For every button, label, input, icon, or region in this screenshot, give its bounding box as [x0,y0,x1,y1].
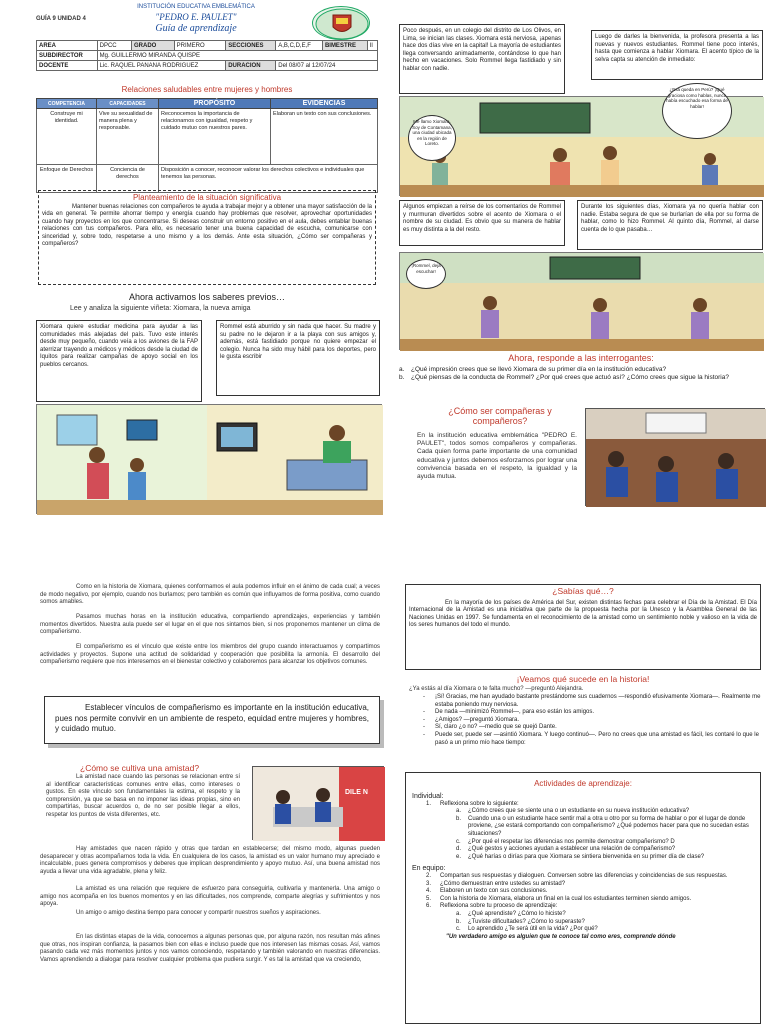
cell-evidencias: Elaboran un texto con sus conclusiones. [271,109,378,165]
info-table [36,40,378,71]
grado-key: GRADO [131,41,174,51]
doc-title: Guía de aprendizaje [155,23,237,34]
planteamiento-box [38,190,376,285]
classroom-photo [585,408,765,506]
eq-item-3: 3. ¿Cómo demuestran entre ustedes su amistad? [426,880,566,887]
story-box-3 [399,200,565,246]
cell-disposicion: Disposición a conocer, reconocer valorar los derechos colectivos e individuales que tenemos las personas. [159,165,378,193]
cell-capacidades: Vive su sexualidad de manera plena y responsable. [97,109,159,165]
story-text-3: Algunos empiezan a reírse de los comentarios de Rommel y murmuran divertidos sobre el acento de Xiomara o el nombre de su ciudad. Es obvio que su manera de hablar es muy distinta a la del resto. [403,204,561,233]
cell-enfoque: Enfoque de Derechos [37,165,97,193]
comic-scene [37,405,383,515]
cell-proposito: Reconocemos la importancia de relacionarnos con igualdad, respeto y cuidado mutuo con nuestros pares. [159,109,271,165]
question-b: b. ¿Qué piensas de la conducta de Rommel? ¿Por qué crees que actuó así? ¿Cómo crees que sigue la historia? [399,373,729,381]
para-7: En las distintas etapas de la vida, conocemos a algunas personas que, por alguna razón, nos resultan más afines que otras, nos inspiran confianza, la pasamos bien con ellas e incluso puede que nos interesen las mismas cosas. Así, vamos pasando cada vez más momentos juntos y nos vamos conociendo, respetando y también valorando en nuestras diferencias. Vamos aprendiendo a dialogar para resolver cualquier problema que pudiera surgir. Y es tal la amistad que va creciendo, [40,934,380,963]
refl-sub-b: b. ¿Tuviste dificultades? ¿Cómo lo superaste? [456,918,585,925]
subdirector-value: Mg. GUILLERMO MIRANDA QUISPE [97,51,377,61]
ind-sub-b: b. Cuando una o un estudiante hace sentir mal a otra u otro por su forma de hablar o por el lugar de donde proviene, ¿se estará comportando con compañerismo? ¿Qué podemos hacer para que no sucedan estas situaciones? [456,815,749,837]
individual-label: Individual: [412,793,444,800]
equipo-label: En equipo: [412,865,446,873]
activities-box [405,772,761,1024]
planteamiento-text: Mantener buenas relaciones con compañeros te ayuda a trabajar mejor y a obtener una mayor satisfacción de la vida en general. Te permite ahorrar tiempo y energía cuando hay problemas que resolver, aprovechar oportunidades cuando hay proyectos en los que concentrarse. Si deseas construir un entorno positivo en el aula, debes entablar buenas relaciones con tus compañeros. Para ello, es necesario tener una buena capacidad de escucha, comunicarse con sinceridad y, sobre todo, respetarse a uno mismo y a los demás. Ante esta situación, ¿Cómo ser compañeras y compañeros? [42,203,372,247]
sabias-box [405,584,761,670]
subdirector-key: SUBDIRECTOR [37,51,98,61]
dialog-line: - De nada —minimizó Rommel—, para eso están los amigos. [423,709,595,716]
th-evidencias: EVIDENCIAS [271,99,378,109]
refl-sub-c: c. Lo aprendido ¿Te será útil en la vida? ¿Por qué? [456,926,598,933]
para-2: Pasamos muchas horas en la institución educativa, compartiendo aprendizajes, experiencias y también momentos divertidos. Nuestra aula puede ser el lugar en el que nos sintamos bien, si nos proponemos mantener un clima de compañerismo. [40,614,380,636]
docente-key: DOCENTE [37,61,98,71]
friends-photo [252,766,384,840]
area-value: DPCC [97,41,131,51]
historia-intro: ¿Ya estás al día Xiomara o te falta mucho? —preguntó Alejandra. [409,686,584,692]
speech-bubble-teacher: ¡Rommel, deja escuchar! [406,259,446,289]
story-box-1 [399,24,565,94]
para-4: Hay amistades que nacen rápido y otras que tardan en establecerse; del mismo modo, algunas pueden desaparecer y otras acompañarnos toda la vida. En cualquiera de los casos, la amistad es un valor humano muy apreciado e incalculable, pues genera compromisos y deberes que implican desprendimiento y apoyo mutuo. Así, una buena amistad nos ayuda a llevar una vida agradable, plena y feliz. [40,846,380,875]
eq-item-5: 5. Con la historia de Xiomara, elabora un final en la cual los estudiantes terminen siendo amigos. [426,895,692,902]
question-a: a. ¿Qué impresión crees que se llevó Xiomara de su primer día en la institución educativa? [399,366,667,373]
bimestre-value: II [367,41,377,51]
area-key: AREA [37,41,98,51]
duracion-value: Del 08/07 al 12/07/24 [276,61,378,71]
companeros-title: ¿Cómo ser compañeras y compañeros? [448,406,552,426]
story-box-2 [591,30,763,80]
cell-competencia: Construye mi identidad. [37,109,97,165]
speech-bubble-rommel: ¿Esa queda en Perú? ¡Qué graciosa como hablas, nunca había escuchado esa forma de hablar! [662,83,732,139]
eq-item-2: 2. Compartan sus respuestas y dialoguen. Conversen sobre las diferencias y coincidencias de sus respuestas. [426,872,728,879]
th-capacidades: CAPACIDADES [97,99,159,109]
page-4 [395,578,768,1024]
answer-title: Ahora, responde a las interrogantes: [508,353,654,363]
xiomara-box [36,320,202,402]
ind-sub-c: c. ¿Por qué el respetar las diferencias nos permite demostrar compañerismo? D [456,838,675,845]
bimestre-key: BIMESTRE [322,41,367,51]
classroom-scene-2 [400,253,764,351]
questions-list [399,366,763,381]
school-logo [312,6,370,40]
th-competencia: COMPETENCIA [37,99,97,109]
dialog-line: - Sí, claro ¿o no? —medio que se quejó Dante. [423,724,557,731]
ind-item-1: 1. Reflexiona sobre lo siguiente: [426,800,519,807]
comic-illustration-3 [399,252,763,350]
companeros-text: En la institución educativa emblemática "PEDRO E. PAULET", todos somos compañeros y compañeras. Cada quien forma parte importante de una comunidad educativa y juntos debemos esforzarnos por lograr una convivencia basada en el respeto, la igualdad y la ayuda mutua. [417,432,577,481]
para-1: Como en la historia de Xiomara, quienes conformamos el aula podemos influir en el ánimo de cada cual; a veces de modo negativo, por ejemplo, cuando nos burlamos; pero también es común que influyamos de forma positiva, como cuando somos amables. [40,584,380,606]
quote-text: "Un verdadero amigo es alguien que te conoce tal como eres, comprende dónde [446,933,676,940]
saberes-title: Ahora activamos los saberes previos… [128,292,286,302]
ind-sub-a: a. ¿Cómo crees que se siente una o un estudiante en su nueva institución educativa? [456,808,690,815]
speech-bubble-xiomara: Me llamo Xiomara. Soy de Contamana, una ciudad ubicada en la región de Loreto. [408,115,456,161]
dialog-line: - Puede ser, puede ser —asintió Xiomara. Y luego continuó—. Pero no crees que una amistad es fácil, les contaré lo que le pasó a un primo mío hace tiempo: [423,731,759,746]
grado-value: PRIMERO [174,41,226,51]
eq-item-6: 6. Reflexiona sobre tu proceso de aprendizaje: [426,903,558,910]
rommel-box [216,320,380,396]
highlight-box: Establecer vínculos de compañerismo es importante en la institución educativa, pues nos permite convivir en un ambiente de respeto, equidad entre mujeres y hombres, y cuidado mutuo. [44,696,380,744]
guide-label: GUÍA 9 UNIDAD 4 [36,16,86,22]
story-box-4 [577,200,763,250]
comic-illustration-1 [36,404,382,514]
school-label: INSTITUCIÓN EDUCATIVA EMBLEMÁTICA [137,4,255,10]
secciones-key: SECCIONES [226,41,276,51]
poster-text: DILE N [345,789,368,796]
historia-title: ¡Veamos qué sucede en la historia! [516,674,650,684]
refl-sub-a: a. ¿Qué aprendiste? ¿Cómo lo hiciste? [456,910,566,917]
secciones-value: A,B,C,D,E,F [276,41,323,51]
para-5: La amistad es una relación que requiere de esfuerzo para conseguirla, cultivarla y mantenerla. Una amigo o amigo nos acompaña en los buenos momentos y en las dificultades, nos comprende, comparte alegrías y sufrimientos y nos apoya. [40,886,380,908]
shield-icon [313,7,371,41]
activities-title: Actividades de aprendizaje: [534,779,632,788]
ind-sub-e: e. ¿Qué harías o dirías para que Xiomara se sintiera bienvenida en su primer día de clase? [456,853,705,860]
xiomara-text: Xiomara quiere estudiar medicina para ayudar a las comunidades más alejadas del país. Tuvo este interés desde muy pequeño, cuando veía a los aviones de la FAP aterrizar trayendo a médicos y médicos desde la ciudad de Iquitos para realizar campañas de apoyo social en los pueblos cercanos. [40,324,198,368]
students-photo [586,409,766,507]
story-text-1: Poco después, en un colegio del distrito de Los Olivos, en Lima, se inician las clases. Xiomara está nerviosa, ¡apenas hace dos días vive en la capital! La mayoría de estudiantes llega conversando animadamente, contándose lo que han hecho en vacaciones. Solo Rommel llega fastidiado y sin hablar con nadie. [403,28,561,72]
amistad-text: La amistad nace cuando las personas se relacionan entre sí al identificar características comunes entre ellas, como intereses o gustos. En este vínculo son fundamentales la estima, el respeto y la comprensión, ya que se basa en no imponer las ideas propias, sino en compartirlas, buscar acuerdos o, de no ser posible llegar a ellos, respetar los puntos de vista diferentes, etc. [46,774,240,818]
page-3 [0,578,389,1024]
cell-conciencia: Conciencia de derechos [97,165,159,193]
school-name: "PEDRO E. PAULET" [155,12,237,22]
dialog-line: - ¡Sí! Gracias, me han ayudado bastante prestándome sus cuadernos —respondió efusivamente Xiomara—. Realmente me estaba poniendo muy nerviosa. [423,694,761,708]
para-3: El compañerismo es el vínculo que existe entre los miembros del grupo cuando interactuamos y compartimos actividades y proyectos. Supone una actitud de solidaridad y cooperación que posibilita la armonía. El desarrollo del compañerismo requiere que nos interesemos en el bienestar colectivo y colaboremos para alcanzar los objetivos comunes. [40,644,380,666]
para-6: Un amigo o amigo destina tiempo para conocer y compartir nuestros sueños y aspiraciones. [76,910,321,916]
comic-illustration-2 [399,87,763,196]
th-proposito: PROPÓSITO [159,99,271,109]
amistad-title: ¿Cómo se cultiva una amistad? [80,763,200,773]
individual-section [412,793,754,941]
story-text-4: Durante los siguientes días, Xiomara ya no quería hablar con nadie. Estaba segura de que se burlarían de ella por su forma de hablar, como lo hizo Rommel. Al quinto día, Rommel, al darse cuenta de lo que pasaba… [581,204,759,233]
sabias-text: En la mayoría de los países de América del Sur, existen distintas fechas para celebrar el Día de la Amistad. El Día Internacional de la Amistad es una iniciativa que parte de la propuesta hecha por la Unesco y la Asamblea General de las Naciones Unidas en 1997. Se fundamenta en el reconocimiento de la amistad como un sentimiento noble y valioso en la vida de los seres humanos del todo el mundo. [409,599,757,628]
dialog-line: - ¿Amigos? —preguntó Xiomara. [423,716,520,723]
page-1 [0,0,389,528]
sabias-title: ¿Sabías qué…? [552,586,614,596]
duracion-key: DURACION [226,61,276,71]
story-text-2: Luego de darles la bienvenida, la profesora presenta a las nuevas y nuevos estudiantes. Rommel tiene poco interés, hasta que comienza a hablar Xiomara. El acento típico de la selva capta su atención de inmediato: [595,34,759,63]
page-2 [395,0,768,528]
docente-value: Lic. RAQUEL PANANA RODRIGUEZ [97,61,226,71]
ind-sub-d: d. ¿Qué gestos y acciones ayudan a establecer una relación de compañerismo? [456,846,676,853]
saberes-subtitle: Lee y analiza la siguiente viñeta: Xiomara, la nueva amiga [70,305,251,312]
eq-item-4: 4. Elaboren un texto con sus conclusiones. [426,888,548,895]
students-table-photo [253,767,385,841]
rommel-text: Rommel está aburrido y sin nada que hacer. Su madre y su padre no le dejaron ir a la playa con sus amigos y, además, está fastidiado porque no quiere empezar el colegio. Nunca ha sido muy hábil para los deportes, pero le gusta escribir [220,324,376,360]
topic-title: Relaciones saludables entre mujeres y hombres [121,85,293,94]
planteamiento-title: Planteamiento de la situación significativa [132,193,282,202]
dialog-list [423,694,761,747]
competencies-table [36,98,378,193]
